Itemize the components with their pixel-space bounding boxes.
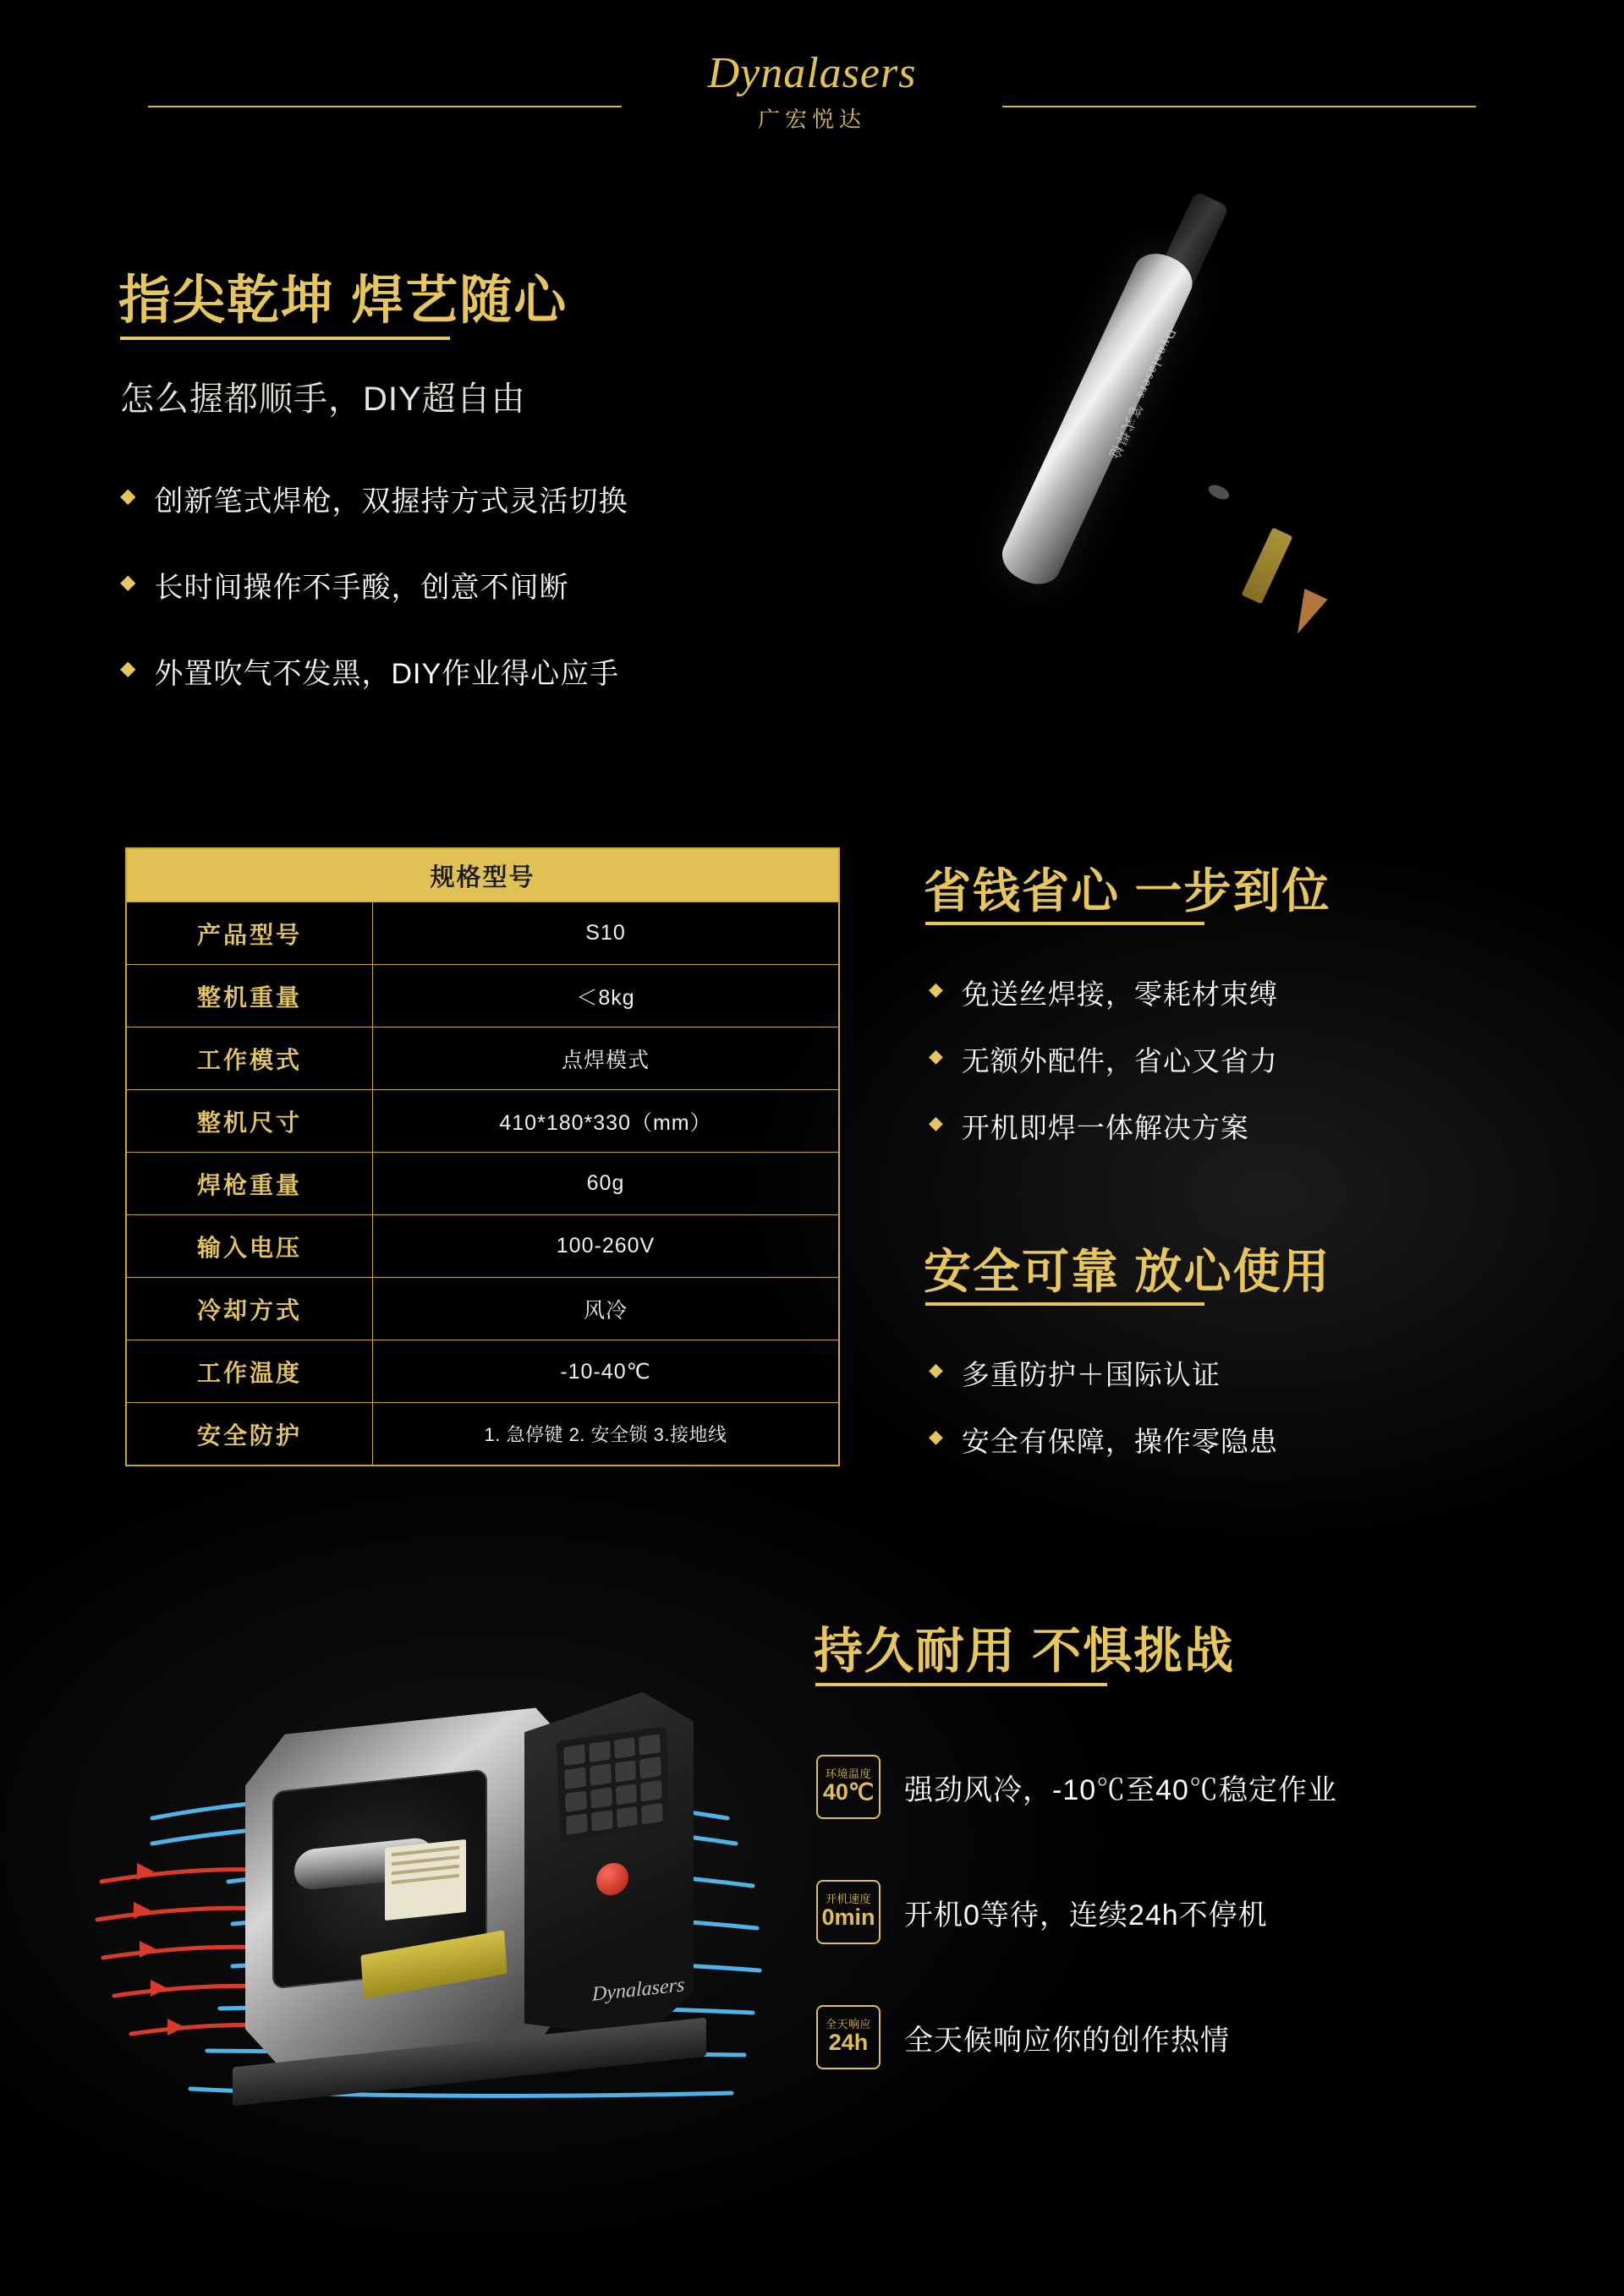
keypad-key <box>617 1806 639 1828</box>
list-item <box>120 478 848 519</box>
table-cell-key: 工作温度 <box>127 1340 373 1402</box>
table-cell-key: 工作模式 <box>127 1027 373 1089</box>
pen-side-label <box>1242 528 1293 605</box>
table-cell-value: 100-260V <box>556 1234 656 1258</box>
list-item-label: 免送丝焊接，零耗材束缚 <box>961 978 1278 1010</box>
badge-startup-speed <box>816 1880 881 1944</box>
table-row <box>127 1277 838 1340</box>
table-cell-key: 整机尺寸 <box>127 1090 373 1152</box>
list-item-label: 安全有保障，操作零隐患 <box>961 1426 1278 1457</box>
badge-caption: 环境温度 <box>825 1767 871 1780</box>
pen-trigger-button <box>1206 482 1231 502</box>
table-cell-key: 安全防护 <box>127 1403 373 1465</box>
table-row <box>127 1340 838 1402</box>
list-item-label: 开机即焊一体解决方案 <box>961 1112 1249 1143</box>
list-item-label: 长时间操作不手酸，创意不间断 <box>154 572 569 604</box>
machine-brand-logo: Dynalasers <box>592 1974 685 2006</box>
table-cell-value: -10-40℃ <box>560 1359 651 1384</box>
table-row <box>127 1402 838 1465</box>
badge-value: 24h <box>828 2030 869 2056</box>
diamond-bullet-icon: ◆ <box>929 1045 943 1066</box>
machine-keypad <box>557 1726 670 1843</box>
pen-brand-text: Dynalasers 笔式焊枪 <box>1105 326 1179 463</box>
table-cell-key: 输入电压 <box>127 1215 373 1277</box>
keypad-key <box>641 1803 663 1825</box>
diamond-bullet-icon: ◆ <box>120 571 136 594</box>
spec-table-title: 规格型号 <box>127 849 838 901</box>
list-item-label: 多重防护＋国际认证 <box>961 1359 1221 1390</box>
diamond-bullet-icon: ◆ <box>929 1426 943 1447</box>
safety-section-underline <box>925 1302 1204 1306</box>
save-bullet-list <box>929 973 1572 1173</box>
table-cell-value: 点焊模式 <box>561 1048 650 1072</box>
list-item <box>929 1420 1572 1460</box>
durable-section-underline <box>815 1683 1107 1686</box>
table-cell-key: 冷却方式 <box>127 1278 373 1340</box>
keypad-key <box>640 1780 662 1802</box>
keypad-key <box>563 1745 585 1767</box>
welding-pen-image <box>1040 207 1379 757</box>
hero-subtitle: 怎么握都顺手，DIY超自由 <box>120 381 526 418</box>
table-row <box>127 1089 838 1152</box>
keypad-key <box>616 1784 638 1806</box>
list-item <box>929 1353 1572 1393</box>
list-item <box>929 973 1572 1012</box>
list-item <box>816 2005 1577 2069</box>
hero-title-underline <box>120 337 450 340</box>
badge-all-day-response <box>816 2005 881 2069</box>
diamond-bullet-icon: ◆ <box>120 657 136 680</box>
pen-copper-tip <box>1286 589 1327 639</box>
list-item-label: 开机0等待，连续24h不停机 <box>904 1899 1268 1932</box>
keypad-key <box>591 1810 613 1832</box>
diamond-bullet-icon: ◆ <box>929 978 943 1000</box>
machine-warning-sticker <box>385 1839 466 1921</box>
list-item <box>816 1755 1577 1819</box>
table-cell-key: 整机重量 <box>127 965 373 1027</box>
badge-caption: 全天响应 <box>825 2018 871 2030</box>
table-cell-value: 风冷 <box>583 1298 628 1323</box>
list-item-label: 创新笔式焊枪，双握持方式灵活切换 <box>154 485 628 518</box>
table-cell-value: S10 <box>585 921 626 945</box>
table-row <box>127 1152 838 1214</box>
machine-cooling-illustration <box>51 1670 804 2195</box>
table-cell-key: 焊枪重量 <box>127 1153 373 1214</box>
save-section-underline <box>925 922 1204 925</box>
table-row <box>127 964 838 1027</box>
keypad-key <box>564 1767 586 1789</box>
table-row <box>127 1214 838 1277</box>
safety-bullet-list <box>929 1353 1572 1487</box>
save-section-title: 省钱省心 一步到位 <box>924 864 1331 918</box>
keypad-key <box>590 1764 612 1786</box>
list-item <box>120 564 848 606</box>
list-item <box>816 1880 1577 1944</box>
list-item-label: 强劲风冷，-10℃至40℃稳定作业 <box>904 1773 1337 1806</box>
badge-caption: 开机速度 <box>825 1893 871 1905</box>
keypad-key <box>614 1737 636 1759</box>
brand-name-cn: 广宏悦达 <box>757 106 866 132</box>
safety-section-title: 安全可靠 放心使用 <box>924 1245 1331 1298</box>
list-item <box>929 1039 1572 1079</box>
keypad-key <box>566 1813 588 1835</box>
badge-value: 0min <box>821 1904 875 1931</box>
diamond-bullet-icon: ◆ <box>929 1112 943 1133</box>
badge-value: 40℃ <box>822 1779 875 1806</box>
brand-name: Dynalasers <box>707 49 917 97</box>
list-item-label: 外置吹气不发黑，DIY作业得心应手 <box>154 658 620 690</box>
keypad-key <box>615 1761 637 1783</box>
list-item <box>120 650 848 692</box>
durable-feature-list <box>816 1755 1577 2130</box>
list-item-label: 无额外配件，省心又省力 <box>961 1045 1278 1077</box>
diamond-bullet-icon: ◆ <box>929 1359 943 1380</box>
table-cell-value: 1. 急停键 2. 安全锁 3.接地线 <box>484 1424 727 1445</box>
list-item-label: 全天候响应你的创作热情 <box>904 2024 1230 2057</box>
badge-temperature <box>816 1755 881 1819</box>
durable-section-title: 持久耐用 不惧挑战 <box>814 1624 1236 1679</box>
table-cell-value: 60g <box>586 1171 625 1195</box>
pen-body <box>995 245 1200 593</box>
list-item <box>929 1106 1572 1146</box>
spec-table <box>125 847 840 1466</box>
keypad-key <box>639 1756 661 1778</box>
table-row <box>127 1027 838 1089</box>
brand-logo <box>0 51 1624 134</box>
keypad-key <box>639 1734 661 1756</box>
keypad-key <box>590 1787 612 1809</box>
diamond-bullet-icon: ◆ <box>120 485 136 507</box>
table-cell-key: 产品型号 <box>127 902 373 964</box>
table-row <box>127 901 838 964</box>
table-cell-value: ＜8kg <box>576 985 635 1010</box>
table-cell-value: 410*180*330（mm） <box>499 1110 712 1135</box>
hero-bullet-list <box>120 478 848 737</box>
page-header <box>0 51 1624 178</box>
keypad-key <box>565 1790 587 1812</box>
keypad-key <box>589 1741 611 1763</box>
hero-title: 指尖乾坤 焊艺随心 <box>118 271 568 330</box>
